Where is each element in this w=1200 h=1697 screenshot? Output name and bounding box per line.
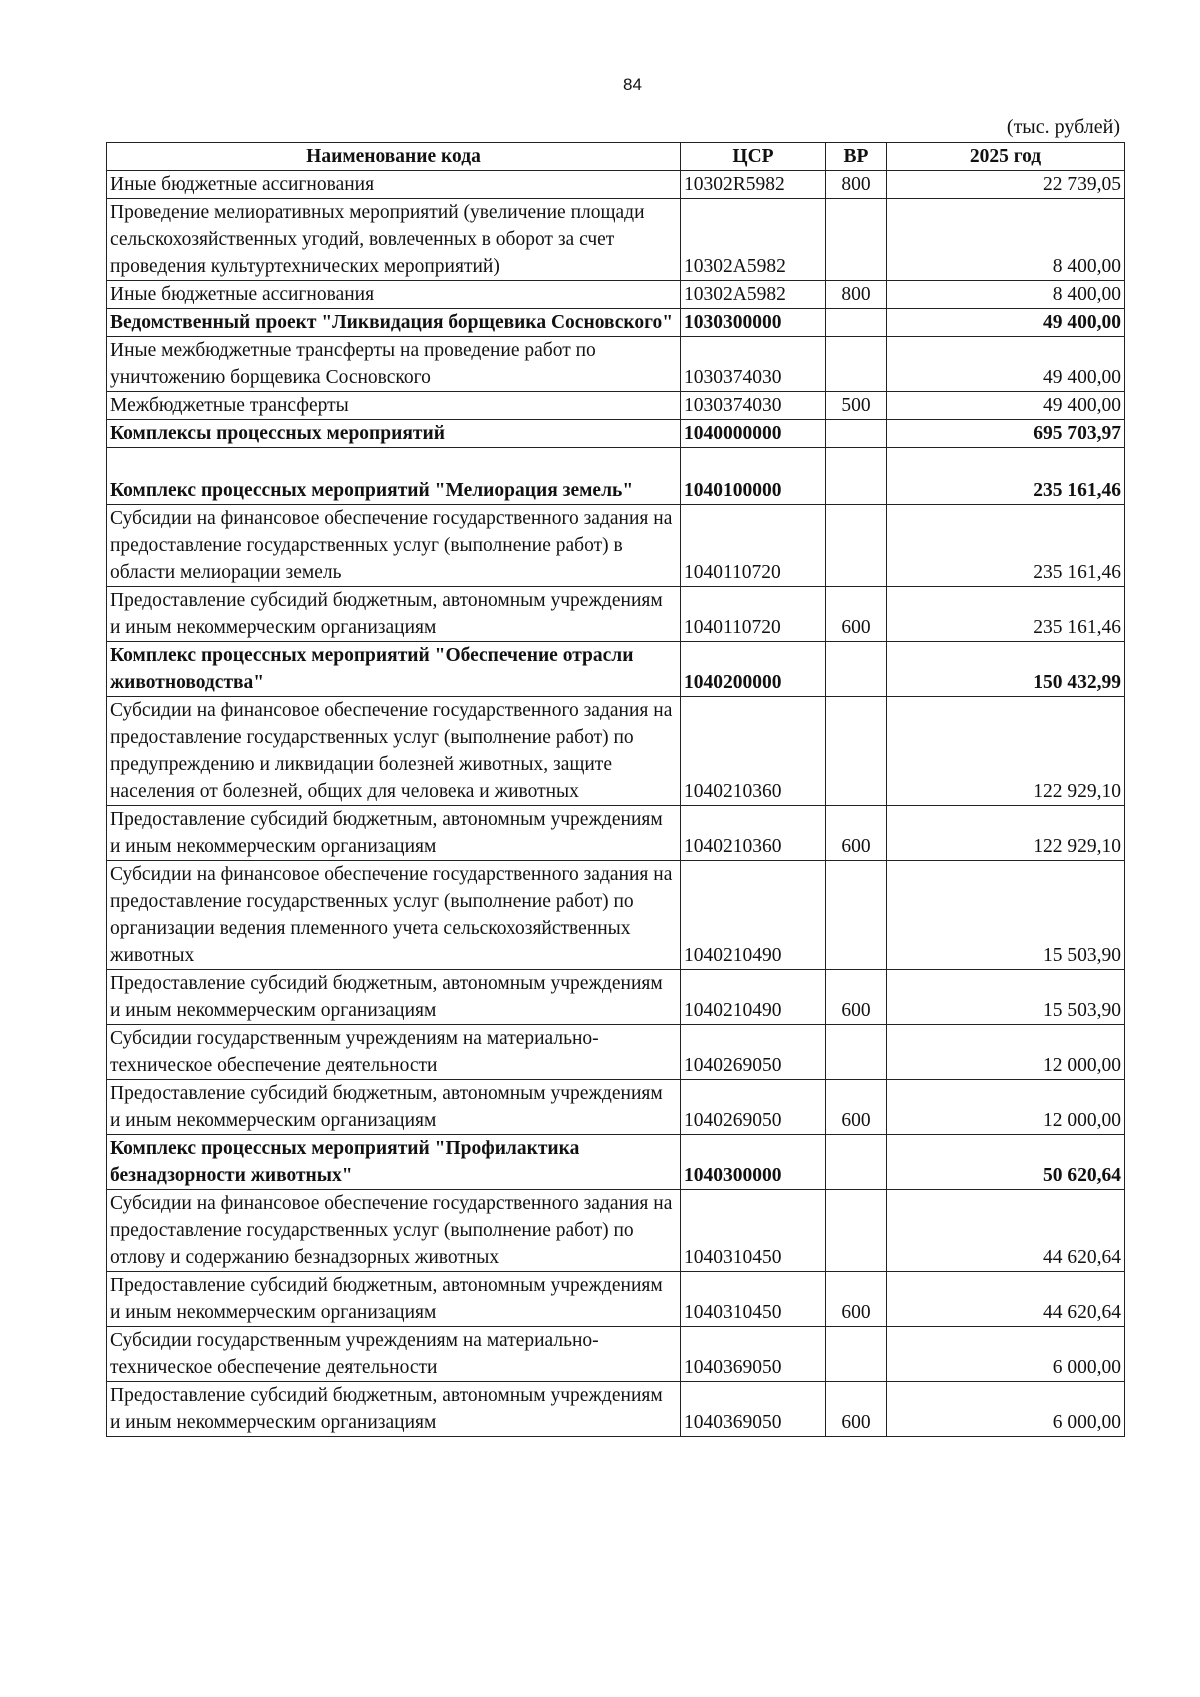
table-row [107, 861, 1125, 970]
row-name: Предоставление субсидий бюджетным, автономным учреждениям и иным некоммерческим организациям [107, 587, 681, 642]
row-vr-code [826, 337, 887, 392]
row-name: Комплексы процессных мероприятий [107, 420, 681, 448]
row-amount: 22 739,05 [887, 171, 1125, 199]
row-name: Предоставление субсидий бюджетным, автономным учреждениям и иным некоммерческим организациям [107, 806, 681, 861]
row-name: Комплекс процессных мероприятий "Мелиорация земель" [107, 448, 681, 505]
row-vr-code [826, 1025, 887, 1080]
row-csr-code: 1040310450 [681, 1190, 826, 1272]
row-vr-code [826, 448, 887, 505]
row-vr-code: 600 [826, 1080, 887, 1135]
row-amount: 44 620,64 [887, 1272, 1125, 1327]
row-name: Предоставление субсидий бюджетным, автономным учреждениям и иным некоммерческим организациям [107, 1272, 681, 1327]
row-csr-code: 1040100000 [681, 448, 826, 505]
table-row [107, 337, 1125, 392]
row-amount: 150 432,99 [887, 642, 1125, 697]
row-vr-code: 600 [826, 970, 887, 1025]
row-amount: 15 503,90 [887, 861, 1125, 970]
row-csr-code: 1040110720 [681, 587, 826, 642]
row-amount: 6 000,00 [887, 1382, 1125, 1437]
row-csr-code: 1040269050 [681, 1025, 826, 1080]
table-row [107, 806, 1125, 861]
row-amount: 49 400,00 [887, 309, 1125, 337]
row-name: Субсидии на финансовое обеспечение государственного задания на предоставление государственных услуг (выполнение работ) по предупреждению и ликвидации болезней животных, защите населения от болезней, общих для человека и животных [107, 697, 681, 806]
row-amount: 8 400,00 [887, 281, 1125, 309]
row-vr-code: 500 [826, 392, 887, 420]
row-vr-code: 800 [826, 171, 887, 199]
header-csr: ЦСР [681, 143, 826, 171]
row-vr-code: 600 [826, 1272, 887, 1327]
row-amount: 15 503,90 [887, 970, 1125, 1025]
row-vr-code [826, 420, 887, 448]
row-vr-code [826, 199, 887, 281]
row-name: Иные бюджетные ассигнования [107, 281, 681, 309]
row-vr-code [826, 642, 887, 697]
row-csr-code: 1040000000 [681, 420, 826, 448]
table-row [107, 1190, 1125, 1272]
row-vr-code: 600 [826, 1382, 887, 1437]
table-row [107, 1025, 1125, 1080]
row-amount: 235 161,46 [887, 587, 1125, 642]
units-label: (тыс. рублей) [1006, 116, 1120, 138]
table-header-row [107, 143, 1125, 171]
table-row [107, 199, 1125, 281]
row-amount: 12 000,00 [887, 1080, 1125, 1135]
row-csr-code: 1040200000 [681, 642, 826, 697]
row-name: Субсидии государственным учреждениям на материально-техническое обеспечение деятельности [107, 1327, 681, 1382]
header-vr: ВР [826, 143, 887, 171]
row-vr-code [826, 1135, 887, 1190]
row-amount: 6 000,00 [887, 1327, 1125, 1382]
row-vr-code [826, 505, 887, 587]
row-vr-code: 600 [826, 806, 887, 861]
row-amount: 235 161,46 [887, 448, 1125, 505]
row-vr-code [826, 1190, 887, 1272]
row-vr-code [826, 697, 887, 806]
row-amount: 695 703,97 [887, 420, 1125, 448]
row-csr-code: 1040210490 [681, 861, 826, 970]
row-vr-code: 600 [826, 587, 887, 642]
table-row [107, 697, 1125, 806]
row-name: Субсидии на финансовое обеспечение государственного задания на предоставление государственных услуг (выполнение работ) в области мелиорации земель [107, 505, 681, 587]
row-csr-code: 1030374030 [681, 337, 826, 392]
row-name: Субсидии на финансовое обеспечение государственного задания на предоставление государственных услуг (выполнение работ) по отлову и содержанию безнадзорных животных [107, 1190, 681, 1272]
row-name: Комплекс процессных мероприятий "Профилактика безнадзорности животных" [107, 1135, 681, 1190]
table-row [107, 1135, 1125, 1190]
row-amount: 122 929,10 [887, 806, 1125, 861]
table-row [107, 1080, 1125, 1135]
budget-table [106, 142, 1125, 1437]
row-csr-code: 10302R5982 [681, 171, 826, 199]
table-row [107, 1272, 1125, 1327]
row-csr-code: 1040110720 [681, 505, 826, 587]
table-row [107, 281, 1125, 309]
page-number: 84 [623, 75, 642, 94]
row-name: Комплекс процессных мероприятий "Обеспечение отрасли животноводства" [107, 642, 681, 697]
row-vr-code: 800 [826, 281, 887, 309]
row-vr-code [826, 861, 887, 970]
row-name: Предоставление субсидий бюджетным, автономным учреждениям и иным некоммерческим организациям [107, 1382, 681, 1437]
row-vr-code [826, 309, 887, 337]
row-csr-code: 1040369050 [681, 1382, 826, 1437]
table-row [107, 392, 1125, 420]
row-csr-code: 1040269050 [681, 1080, 826, 1135]
row-csr-code: 1040210360 [681, 697, 826, 806]
row-csr-code: 1040210490 [681, 970, 826, 1025]
table-row [107, 587, 1125, 642]
table-row [107, 505, 1125, 587]
table-row [107, 448, 1125, 505]
row-amount: 50 620,64 [887, 1135, 1125, 1190]
row-csr-code: 1040210360 [681, 806, 826, 861]
row-amount: 12 000,00 [887, 1025, 1125, 1080]
row-amount: 8 400,00 [887, 199, 1125, 281]
row-name: Межбюджетные трансферты [107, 392, 681, 420]
row-csr-code: 1030300000 [681, 309, 826, 337]
table-row [107, 1382, 1125, 1437]
row-csr-code: 1040310450 [681, 1272, 826, 1327]
row-name: Предоставление субсидий бюджетным, автономным учреждениям и иным некоммерческим организациям [107, 1080, 681, 1135]
row-amount: 49 400,00 [887, 392, 1125, 420]
row-amount: 49 400,00 [887, 337, 1125, 392]
row-vr-code [826, 1327, 887, 1382]
table-row [107, 642, 1125, 697]
row-name: Субсидии на финансовое обеспечение государственного задания на предоставление государственных услуг (выполнение работ) по организации ведения племенного учета сельскохозяйственных животных [107, 861, 681, 970]
header-name: Наименование кода [107, 143, 681, 171]
table-row [107, 1327, 1125, 1382]
table-row [107, 420, 1125, 448]
row-amount: 44 620,64 [887, 1190, 1125, 1272]
row-csr-code: 1040300000 [681, 1135, 826, 1190]
row-csr-code: 10302A5982 [681, 199, 826, 281]
row-name: Проведение мелиоративных мероприятий (увеличение площади сельскохозяйственных угодий, вовлеченных в оборот за счет проведения культуртехнических мероприятий) [107, 199, 681, 281]
table-row [107, 309, 1125, 337]
row-csr-code: 1030374030 [681, 392, 826, 420]
row-name: Иные межбюджетные трансферты на проведение работ по уничтожению борщевика Сосновского [107, 337, 681, 392]
row-name: Ведомственный проект "Ликвидация борщевика Сосновского" [107, 309, 681, 337]
row-csr-code: 10302A5982 [681, 281, 826, 309]
table-row [107, 970, 1125, 1025]
row-amount: 235 161,46 [887, 505, 1125, 587]
header-year: 2025 год [887, 143, 1125, 171]
row-name: Иные бюджетные ассигнования [107, 171, 681, 199]
row-name: Субсидии государственным учреждениям на материально-техническое обеспечение деятельности [107, 1025, 681, 1080]
row-name: Предоставление субсидий бюджетным, автономным учреждениям и иным некоммерческим организациям [107, 970, 681, 1025]
table-body [107, 171, 1125, 1437]
row-amount: 122 929,10 [887, 697, 1125, 806]
table-row [107, 171, 1125, 199]
row-csr-code: 1040369050 [681, 1327, 826, 1382]
